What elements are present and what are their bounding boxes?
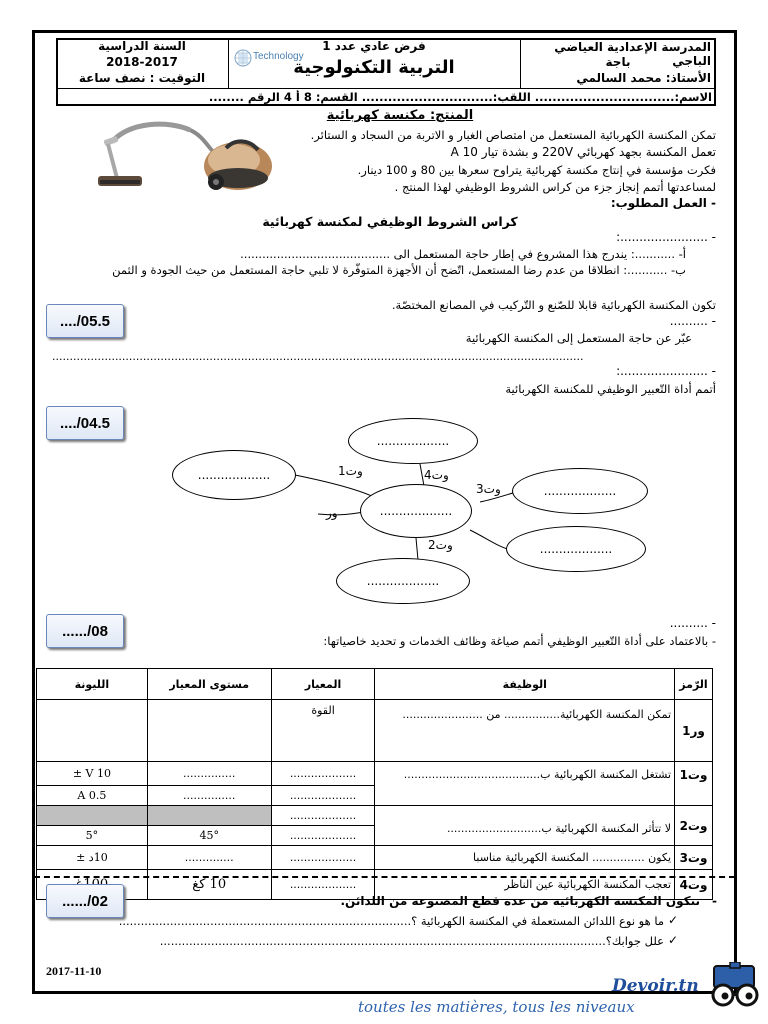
school-city: باجة [605,55,631,69]
cell-criterion[interactable]: ................... [271,786,375,806]
specs-dash-3: - .......................: [616,364,716,378]
cell-code: وت1 [675,762,713,806]
timing: التوقيت : نصف ساعة [78,71,206,85]
cell-function[interactable]: تشتغل المكنسة الكهربائية ب....................................... [375,762,675,806]
year-label: السنة الدراسية [98,39,186,53]
section3-instruction: - بالاعتماد على أداة التّعبير الوظيفي أتمم صياغة وظائف الخدمات و تحديد خاصياتها: [323,634,716,648]
checkmark-icon: ✓ [668,933,679,947]
label-vt3: وت3 [476,482,501,496]
need-prompt: عبّر عن حاجة المستعمل إلى المكنسة الكهربائية [465,331,692,345]
product-line-2: تعمل المكنسة بجهد كهربائي 220V و بشدة تيار 10 A [450,145,716,159]
cell-criterion[interactable]: ................... [271,846,375,870]
question-2[interactable]: علل جوابك؟.......................................................................................................................... [159,934,664,948]
section3-dash: - .......... [669,616,716,630]
label-vt4: وت4 [424,468,449,482]
th-level: مستوى المعيار [147,669,271,700]
table-row [37,846,713,870]
product-line-4: لمساعدتها أتمم إنجاز جزء من كراس الشروط الوظيفي لهذا المنتج . [394,180,716,194]
cell-code: ور1 [675,700,713,762]
cell-function[interactable]: يكون ............... المكنسة الكهربائية مناسبا [375,846,675,870]
exam-date: 2017-11-10 [46,964,102,978]
cell-criterion[interactable]: ................... [271,870,375,900]
table-row [37,700,713,762]
diagram-node-right-bottom: ................... [506,526,646,572]
question-1[interactable]: ما هو نوع اللدائن المستعملة في المكنسة الكهربائية ؟................................................................................ [118,914,664,928]
cell-flex: 10د ± [37,846,148,870]
subject-title: التربية التكنولوجية [293,57,455,78]
label-vt2: وت2 [428,538,453,552]
diagram-node-center: ................... [360,484,472,538]
diagram-node-right-top: ................... [512,468,648,514]
label-vt1: وت1 [338,464,363,478]
cell-level[interactable]: ............... [147,786,271,806]
cell-flex: 10 V ± [37,762,148,786]
teacher-name: الأستاذ: محمد السالمي [576,71,711,85]
devoir-logo-icon [706,962,764,1012]
work-required-label: - العمل المطلوب: [610,196,716,210]
item-a: أ- ...........: يندرج هذا المشروع في إطار حاجة المستعمل الى ......................................... [240,247,686,261]
cell-criterion[interactable]: ................... [271,806,375,826]
product-line-3: فكرت مؤسسة في إنتاج مكنسة كهربائية يتراوح سعرها بين 80 و 100 دينار. [357,163,716,177]
cell-flex[interactable] [37,700,148,762]
cell-criterion[interactable]: ................... [271,826,375,846]
exam-title: فرض عادي عدد 1 [322,39,426,53]
diagram-node-top: ................... [348,418,478,464]
cell-level[interactable] [147,700,271,762]
cell-level: 45° [147,826,271,846]
product-title: المنتج: مكنسة كهربائية [326,108,474,123]
cell-function: تعجب المكنسة الكهربائية عين الناظر [375,870,675,900]
diagram-node-left: ................... [172,450,296,500]
specs-title: كراس الشروط الوظيفي لمكنسة كهربائية [262,214,518,229]
item-b: ب- ...........: انطلاقا من عدم رضا المستعمل، اتّضح أن الأجهزة المتوفّرة لا تلبي حاجة المستعمل من حيث الجودة و الثمن [112,263,686,277]
cell-criterion[interactable]: ................... [271,762,375,786]
cell-flex: 5° [37,826,148,846]
score-box-3: ....../08 [46,614,124,648]
th-criterion: المعيار [271,669,375,700]
make-line: تكون المكنسة الكهربائية قابلا للصّنع و التّركيب في المصانع المختصّة. [391,298,716,312]
score-box-1: ..../05.5 [46,304,124,338]
score-box-2: ..../04.5 [46,406,124,440]
section4-title: تتكون المكنسة الكهربائية من عدة قطع المصنوعة من اللدائن. [340,894,700,908]
site-slogan: toutes les matières, tous les niveaux [358,998,635,1016]
specs-table [36,668,713,900]
section4-dash: - [712,894,717,908]
specs-dash-1: - .......................: [616,230,716,244]
cell-function[interactable]: تمكن المكنسة الكهربائية................ من ....................... [375,700,675,762]
school-name: المدرسة الإعدادية العياضي الباجي [554,40,711,68]
th-function: الوظيفة [375,669,675,700]
student-info-line: الاسم:................................ اللقب:.............................. القسم: 8 أ 4 الرقم ........ [208,90,712,104]
th-flexibility: الليونة [37,669,148,700]
cell-criterion: القوة [271,700,375,762]
section-separator [34,876,735,878]
cell-level[interactable]: ............... [147,762,271,786]
cell-code: وت4 [675,870,713,900]
school-year: 2018-2017 [106,55,178,69]
table-row [37,806,713,826]
checkmark-icon: ✓ [668,913,679,927]
cell-level[interactable]: .............. [147,846,271,870]
label-vr: ور [326,506,338,520]
cell-level-grey [147,806,271,826]
functional-prompt: أتمم أداة التّعبير الوظيفي للمكنسة الكهربائية [505,382,716,396]
cell-code: وت2 [675,806,713,846]
specs-dash-2: - .......... [669,314,716,328]
technology-logo: Technology [233,47,305,69]
cell-flex-grey [37,806,148,826]
cell-function[interactable]: لا تتأثر المكنسة الكهربائية ب........................... [375,806,675,846]
answer-line[interactable]: ........................................................................................................................................................ [52,350,584,363]
cell-level: 10 كغ [147,870,271,900]
table-row [37,762,713,786]
th-code: الرّمز [675,669,713,700]
score-box-4: ....../02 [46,884,124,918]
cell-flex: 0.5 A [37,786,148,806]
cell-code: وت3 [675,846,713,870]
product-line-1: تمكن المكنسة الكهربائية المستعمل من امتصاص الغبار و الاتربة من السجاد و الستائر. [310,128,716,142]
diagram-node-bottom: ................... [336,558,470,604]
site-name[interactable]: Devoir.tn [612,976,699,996]
